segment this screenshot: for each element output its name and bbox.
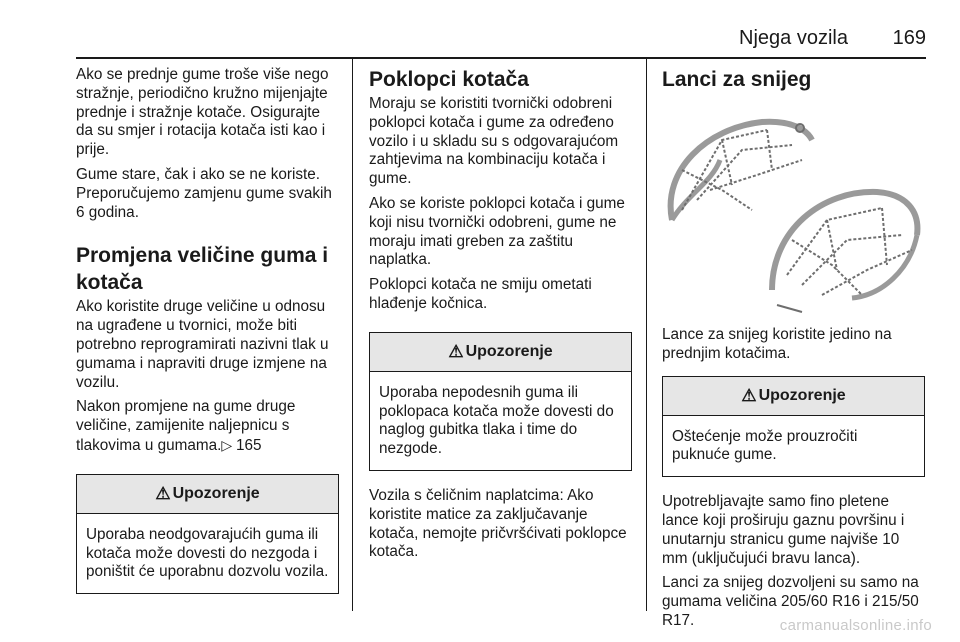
column-divider-right	[646, 59, 647, 611]
warning-title: Upozorenje	[758, 386, 846, 404]
wheel-covers-paragraph-2: Ako se koriste poklopci kotača i gume koji nisu tvornički odobreni, gume ne moraju imati greben za zaštitu naplatka.	[369, 194, 625, 269]
warning-triangle-icon: ⚠	[741, 385, 757, 405]
warning-triangle-icon: ⚠	[155, 483, 171, 503]
warning-box-wheel-covers	[369, 332, 632, 471]
tire-size-paragraph: Ako koristite druge veličine u odnosu na ugrađene u tvornici, može biti potrebno reprogramirati nazivni tlak u gumama i napraviti druge izmjene na vozilu.	[76, 298, 329, 391]
tire-label-paragraph	[76, 398, 339, 455]
wheel-covers-paragraph-1: Moraju se koristiti tvornički odobreni poklopci kotača i gume za određeno vozilo i u skladu su s odgovarajućom zahtjevima na kombinaciju kotača i gume.	[369, 95, 619, 188]
fine-chains-paragraph: Upotrebljavajte samo fino pletene lance koji proširuju gaznu površinu i unutarnju stranicu gume najviše 10 mm (uključujući bravu lanca).	[662, 493, 905, 567]
warning-header	[77, 475, 338, 514]
front-wheels-paragraph: Lance za snijeg koristite jedino na prednjim kotačima.	[662, 326, 892, 362]
snow-chains-illustration	[662, 100, 925, 314]
warning-box-tires	[76, 474, 339, 594]
page-header-title: Njega vozila	[739, 27, 848, 49]
column-divider-left	[352, 59, 353, 611]
warning-header	[370, 333, 631, 372]
page-reference-link[interactable]: 165	[236, 436, 262, 454]
tire-rotation-paragraph: Ako se prednje gume troše više nego stražnje, periodično kružno mijenjajte prednje i stražnje kotače. Osigurajte da su smjer i rotacija kotača isti kao i prije.	[76, 66, 329, 159]
column-1	[76, 66, 339, 610]
column-3	[662, 66, 925, 95]
warning-title: Upozorenje	[172, 484, 260, 502]
warning-box-snow-chains	[662, 376, 925, 478]
warning-header	[663, 377, 924, 416]
header-rule	[76, 57, 926, 59]
warning-text: Uporaba nepodesnih guma ili poklopaca kotača može dovesti do naglog gubitka tlaka i time do nezgode.	[379, 383, 614, 458]
section-heading-wheel-covers: Poklopci kotača	[369, 68, 529, 91]
tire-age-paragraph: Gume stare, čak i ako se ne koriste. Preporučujemo zamjenu gume svakih 6 godina.	[76, 165, 332, 221]
column-2	[369, 66, 632, 568]
warning-text: Uporaba neodgovarajućih guma ili kotača može dovesti do nezgoda i poništit će uporabnu dozvolu vozila.	[86, 525, 329, 581]
tire-label-text: Nakon promjene na gume druge veličine, zamijenite naljepnicu s tlakovima u gumama.	[76, 398, 296, 454]
arrow-reference-icon: ▷	[221, 436, 237, 453]
section-heading-tire-size: Promjena veličine guma i kotača	[76, 244, 329, 295]
column-3-lower	[662, 326, 925, 637]
warning-text: Oštećenje može prouzročiti puknuće gume.	[672, 427, 858, 464]
permitted-sizes-paragraph: Lanci za snijeg dozvoljeni su samo na gumama veličina 205/60 R16 i 215/50 R17.	[662, 574, 919, 629]
warning-triangle-icon: ⚠	[448, 341, 464, 361]
warning-title: Upozorenje	[465, 342, 553, 360]
steel-rims-paragraph: Vozila s čeličnim naplatcima: Ako koristite matice za zaključavanje kotača, nemojte pričvršćivati poklopce kotača.	[369, 486, 627, 561]
page-number: 169	[892, 27, 926, 49]
watermark: carmanualsonline.info	[779, 617, 932, 634]
wheel-covers-paragraph-3: Poklopci kotača ne smiju ometati hlađenje kočnica.	[369, 276, 592, 312]
section-heading-snow-chains: Lanci za snijeg	[662, 68, 812, 91]
